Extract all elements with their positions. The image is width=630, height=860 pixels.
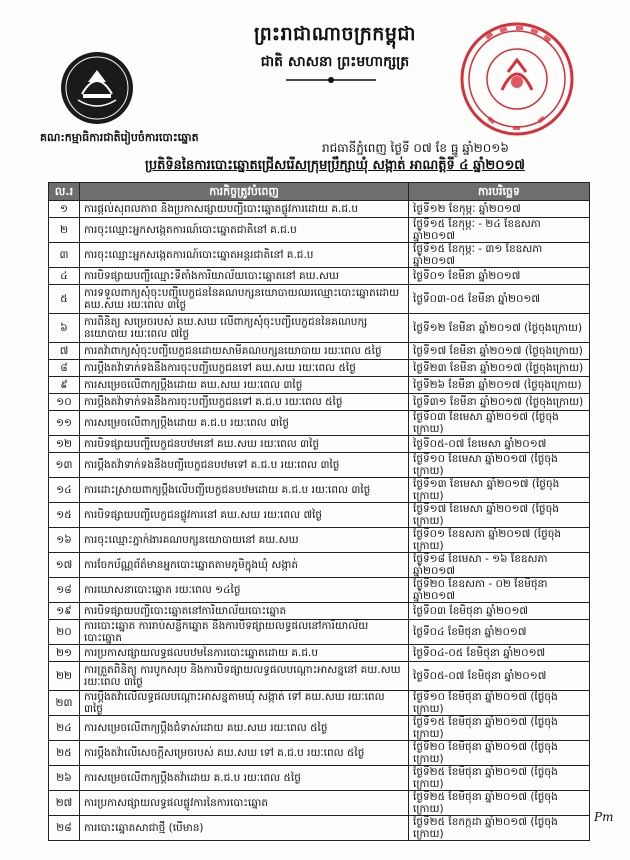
table-row	[49, 528, 590, 553]
row-task: ការបិទផ្សាយបញ្ជីបោះឆ្នោតនៅការិយាល័យបោះឆ្នោត	[80, 603, 409, 620]
row-task: ការប្តឹងតវ៉ាទាក់ទងនឹងការចុះបញ្ជីបេក្ខជនទៅ គឃ.សឃ រយៈពេល ៥ថ្ងៃ	[80, 360, 409, 377]
row-date: ថ្ងៃទី០៣ ខែមិថុនា ឆ្នាំ២០១៧	[409, 603, 590, 620]
row-date: ថ្ងៃទី១៥ ខែកុម្ភៈ - ២៤ ខែឧសភា ឆ្នាំ២០១៧	[409, 218, 590, 243]
row-task: ការត្រួតពិនិត្យ ការបូកសរុប និងការបិទផ្សាយលទ្ធផលបណ្តោះអាសន្ននៅ គឃ.សឃ រយៈពេល ៣ថ្ងៃ	[80, 662, 409, 691]
row-number: ២២	[49, 662, 80, 691]
row-date: ថ្ងៃទី២៦ ខែមីនា ឆ្នាំ២០១៧ (ថ្ងៃចុងក្រោយ)	[409, 377, 590, 394]
official-seal-icon	[458, 20, 576, 138]
row-task: ការសម្រេចលើពាក្យប្តឹងជំទាស់ដោយ គឃ.សឃ រយៈពេល ៥ថ្ងៃ	[80, 716, 409, 741]
row-date: ថ្ងៃទី១៣ ខែមេសា ឆ្នាំ២០១៧ (ថ្ងៃចុងក្រោយ)	[409, 478, 590, 503]
table-header-row	[49, 183, 590, 201]
table-row	[49, 360, 590, 377]
table-row	[49, 243, 590, 268]
row-task: ការចុះឈ្មោះភ្នាក់ងារគណបក្សនយោបាយនៅ គឃ.សឃ	[80, 528, 409, 553]
header-number: ល.រ	[49, 183, 80, 201]
national-motto: ជាតិ សាសនា ព្រះមហាក្សត្រ	[260, 54, 410, 70]
row-date: ថ្ងៃទី០៣ ខែមេសា ឆ្នាំ២០១៧ (ថ្ងៃចុងក្រោយ)	[409, 411, 590, 436]
header-date: ការបរិច្ឆេទ	[409, 183, 590, 201]
row-date: ថ្ងៃទី១០ ខែមេសា ឆ្នាំ២០១៧ (ថ្ងៃចុងក្រោយ)	[409, 453, 590, 478]
row-number: ៧	[49, 343, 80, 360]
row-number: ១	[49, 201, 80, 218]
row-number: ២៨	[49, 816, 80, 841]
table-row	[49, 503, 590, 528]
table-row	[49, 578, 590, 603]
row-number: ១១	[49, 411, 80, 436]
row-task: ការតវ៉ាពាក្យសុំចុះបញ្ជីបេក្ខជនដោយសាមីគណបក្សនយោបាយ រយៈពេល ៥ថ្ងៃ	[80, 343, 409, 360]
row-task: ការពិនិត្យ សម្រេចរបស់ គឃ.សឃ លើពាក្យសុំចុះបញ្ជីបេក្ខជននៃគណបក្សនយោបាយ រយៈពេល ៧ថ្ងៃ	[80, 314, 409, 343]
table-row	[49, 662, 590, 691]
row-number: ១៤	[49, 478, 80, 503]
table-row	[49, 716, 590, 741]
table-row	[49, 816, 590, 841]
table-row	[49, 394, 590, 411]
row-task: ការបោះឆ្នោត ការរាប់សន្លឹកឆ្នោត និងការបិទផ្សាយលទ្ធផលនៅការិយាល័យបោះឆ្នោត	[80, 620, 409, 645]
table-row	[49, 314, 590, 343]
row-number: ៦	[49, 314, 80, 343]
row-number: ១៥	[49, 503, 80, 528]
row-task: ការសម្រេចលើពាក្យប្តឹងតវ៉ាដោយ គ.ជ.ប រយៈពេល ៥ថ្ងៃ	[80, 766, 409, 791]
document-subject: ប្រតិទិននៃការបោះឆ្នោតជ្រើសរើសក្រុមប្រឹក្សាឃុំ សង្កាត់ អាណត្តិទី ៤ ឆ្នាំ២០១៧	[145, 158, 525, 173]
row-date: ថ្ងៃទី១៥ ខែកុម្ភៈ - ៣១ ខែឧសភា ឆ្នាំ២០១៧	[409, 243, 590, 268]
row-date: ថ្ងៃទី១២ ខែកុម្ភៈ ឆ្នាំ២០១៧	[409, 201, 590, 218]
row-task: ការប្តឹងតវ៉ាលើសេចក្តីសម្រេចរបស់ គឃ.សឃ ទៅ គ.ជ.ប រយៈពេល ៥ថ្ងៃ	[80, 741, 409, 766]
row-task: ការឃោសនាបោះឆ្នោត រយៈពេល ១៤ថ្ងៃ	[80, 578, 409, 603]
row-task: ការសម្រេចលើពាក្យប្តឹងដោយ គ.ជ.ប រយៈពេល ៣ថ្ងៃ	[80, 411, 409, 436]
row-date: ថ្ងៃទី០១ ខែឧសភា ឆ្នាំ២០១៧ (ថ្ងៃចុងក្រោយ)	[409, 528, 590, 553]
row-number: ៣	[49, 243, 80, 268]
row-task: ការចុះឈ្មោះអ្នកសង្កេតការណ៍បោះឆ្នោតជាតិនៅ គ.ជ.ប	[80, 218, 409, 243]
row-number: ៨	[49, 360, 80, 377]
row-task: ការទទួលពាក្យសុំចុះបញ្ជីបេក្ខជននៃគណបក្សនយោបាយឈរឈ្មោះបោះឆ្នោតដោយ គឃ.សឃ រយៈពេល ៣ថ្ងៃ	[80, 285, 409, 314]
row-number: ១៣	[49, 453, 80, 478]
row-number: ២៥	[49, 741, 80, 766]
row-date: ថ្ងៃទី០៤ ខែមិថុនា ឆ្នាំ២០១៧	[409, 620, 590, 645]
row-number: ២០	[49, 620, 80, 645]
row-date: ថ្ងៃទី០៣-០៥ ខែមីនា ឆ្នាំ២០១៧	[409, 285, 590, 314]
table-row	[49, 285, 590, 314]
row-number: ២១	[49, 645, 80, 662]
row-date: ថ្ងៃទី២៥ ខែមិថុនា ឆ្នាំ២០១៧ (ថ្ងៃចុងក្រោយ)	[409, 766, 590, 791]
table-row	[49, 436, 590, 453]
row-number: ១៧	[49, 553, 80, 578]
table-row	[49, 411, 590, 436]
table-row	[49, 201, 590, 218]
row-date: ថ្ងៃទី០១ ខែមីនា ឆ្នាំ២០១៧	[409, 268, 590, 285]
row-task: ការបិទផ្សាយបញ្ជីឈ្មោះទីតាំងការិយាល័យបោះឆ្នោតនៅ គឃ.សឃ	[80, 268, 409, 285]
row-task: ការប្តឹងតវ៉ាទាក់ទងនឹងបញ្ជីបេក្ខជនបឋមទៅ គ.ជ.ប រយៈពេល ៣ថ្ងៃ	[80, 453, 409, 478]
row-number: ៩	[49, 377, 80, 394]
row-task: ការប្តឹងតវ៉ាលើលទ្ធផលបណ្តោះអាសន្នតាមឃុំ សង្កាត់ ទៅ គឃ.សឃ រយៈពេល ៣ថ្ងៃ	[80, 691, 409, 716]
header-task: ការកិច្ចត្រូវបំពេញ	[80, 183, 409, 201]
table-row	[49, 553, 590, 578]
row-date: ថ្ងៃទី២០ ខែមិថុនា ឆ្នាំ២០១៧ (ថ្ងៃចុងក្រោយ)	[409, 741, 590, 766]
row-date: ថ្ងៃទី១៧ ខែមេសា ឆ្នាំ២០១៧ (ថ្ងៃចុងក្រោយ)	[409, 503, 590, 528]
row-task: ការប្រកាសផ្សាយលទ្ធផលបឋមនៃការបោះឆ្នោតដោយ គ.ជ.ប	[80, 645, 409, 662]
row-number: ២៣	[49, 691, 80, 716]
table-row	[49, 453, 590, 478]
row-date: ថ្ងៃទី១៨ ខែមេសា - ១៦ ខែឧសភា ឆ្នាំ២០១៧	[409, 553, 590, 578]
row-task: ការផ្តល់សុពលភាព និងប្រកាសផ្សាយបញ្ជីបោះឆ្នោតផ្លូវការដោយ គ.ជ.ប	[80, 201, 409, 218]
royal-emblem-icon	[58, 48, 136, 126]
row-number: ៤	[49, 268, 80, 285]
row-date: ថ្ងៃទី១៥ ខែមិថុនា ឆ្នាំ២០១៧ (ថ្ងៃចុងក្រោយ)	[409, 716, 590, 741]
table-row	[49, 268, 590, 285]
committee-name: គណ:កម្មាធិការជាតិរៀបចំការបោះឆ្នោត	[40, 131, 199, 144]
table-row	[49, 620, 590, 645]
row-task: ការចែកប័ណ្ណព័ត៌មានអ្នកបោះឆ្នោតតាមភូមិក្នុងឃុំ សង្កាត់	[80, 553, 409, 578]
table-row	[49, 791, 590, 816]
table-row	[49, 478, 590, 503]
table-row	[49, 603, 590, 620]
row-date: ថ្ងៃទី២៥ ខែកក្កដា ឆ្នាំ២០១៧ (ថ្ងៃចុងក្រោយ)	[409, 816, 590, 841]
table-row	[49, 691, 590, 716]
row-date: ថ្ងៃទី១០ ខែមិថុនា ឆ្នាំ២០១៧ (ថ្ងៃចុងក្រោយ)	[409, 691, 590, 716]
row-number: ៥	[49, 285, 80, 314]
row-number: ២៤	[49, 716, 80, 741]
row-number: ១២	[49, 436, 80, 453]
row-task: ការប្តឹងតវ៉ាទាក់ទងនឹងការចុះបញ្ជីបេក្ខជនទៅ គ.ជ.ប រយៈពេល ៥ថ្ងៃ	[80, 394, 409, 411]
row-task: ការបិទផ្សាយបញ្ជីបេក្ខជនបឋមនៅ គឃ.សឃ រយៈពេល ៣ថ្ងៃ	[80, 436, 409, 453]
kingdom-title: ព្រះរាជាណាចក្រកម្ពុជា	[254, 23, 416, 45]
row-task: ការដោះស្រាយពាក្យប្តឹងលើបញ្ជីបេក្ខជនបឋមដោយ គ.ជ.ប រយៈពេល ៣ថ្ងៃ	[80, 478, 409, 503]
table-row	[49, 377, 590, 394]
row-task: ការសម្រេចលើពាក្យប្តឹងដោយ គឃ.សឃ រយៈពេល ៣ថ្ងៃ	[80, 377, 409, 394]
table-row	[49, 218, 590, 243]
table-row	[49, 645, 590, 662]
row-date: ថ្ងៃទី៣១ ខែមីនា ឆ្នាំ២០១៧ (ថ្ងៃចុងក្រោយ)	[409, 394, 590, 411]
row-number: ១០	[49, 394, 80, 411]
row-date: ថ្ងៃទី២៥ ខែមិថុនា ឆ្នាំ២០១៧ (ថ្ងៃចុងក្រោយ)	[409, 791, 590, 816]
row-date: ថ្ងៃទី២៣ ខែមីនា ឆ្នាំ២០១៧ (ថ្ងៃចុងក្រោយ)	[409, 360, 590, 377]
row-task: ការបោះឆ្នោតសាជាថ្មី (បើមាន)	[80, 816, 409, 841]
row-number: ២៧	[49, 791, 80, 816]
row-number: ២៦	[49, 766, 80, 791]
ornament-divider-icon	[286, 75, 376, 85]
handwritten-initials: Pm	[594, 810, 614, 824]
row-date: ថ្ងៃទី០៥-០៧ ខែមេសា ឆ្នាំ២០១៧	[409, 436, 590, 453]
row-number: ១៩	[49, 603, 80, 620]
row-task: ការបិទផ្សាយបញ្ជីបេក្ខជនផ្លូវការនៅ គឃ.សឃ រយៈពេល ៧ថ្ងៃ	[80, 503, 409, 528]
row-number: ២	[49, 218, 80, 243]
row-date: ថ្ងៃទី០៤-០៥ ខែមិថុនា ឆ្នាំ២០១៧	[409, 645, 590, 662]
document-date: រាជធានីភ្នំពេញ ថ្ងៃទី ០៧ ខែ ធ្នូ ឆ្នាំ២០១៦	[322, 141, 509, 155]
row-number: ១៨	[49, 578, 80, 603]
table-row	[49, 741, 590, 766]
election-calendar-table	[48, 182, 590, 841]
row-date: ថ្ងៃទី១៧ ខែមីនា ឆ្នាំ២០១៧ (ថ្ងៃចុងក្រោយ)	[409, 343, 590, 360]
row-task: ការចុះឈ្មោះអ្នកសង្កេតការណ៍បោះឆ្នោតអន្តរជាតិនៅ គ.ជ.ប	[80, 243, 409, 268]
row-task: ការប្រកាសផ្សាយលទ្ធផលផ្លូវការនៃការបោះឆ្នោត	[80, 791, 409, 816]
row-date: ថ្ងៃទី០៥-០៧ ខែមិថុនា ឆ្នាំ២០១៧	[409, 662, 590, 691]
table-row	[49, 766, 590, 791]
row-number: ១៦	[49, 528, 80, 553]
table-row	[49, 343, 590, 360]
row-date: ថ្ងៃទី២០ ខែឧសភា - ០២ ខែមិថុនា ឆ្នាំ២០១៧	[409, 578, 590, 603]
row-date: ថ្ងៃទី១២ ខែមីនា ឆ្នាំ២០១៧ (ថ្ងៃចុងក្រោយ)	[409, 314, 590, 343]
